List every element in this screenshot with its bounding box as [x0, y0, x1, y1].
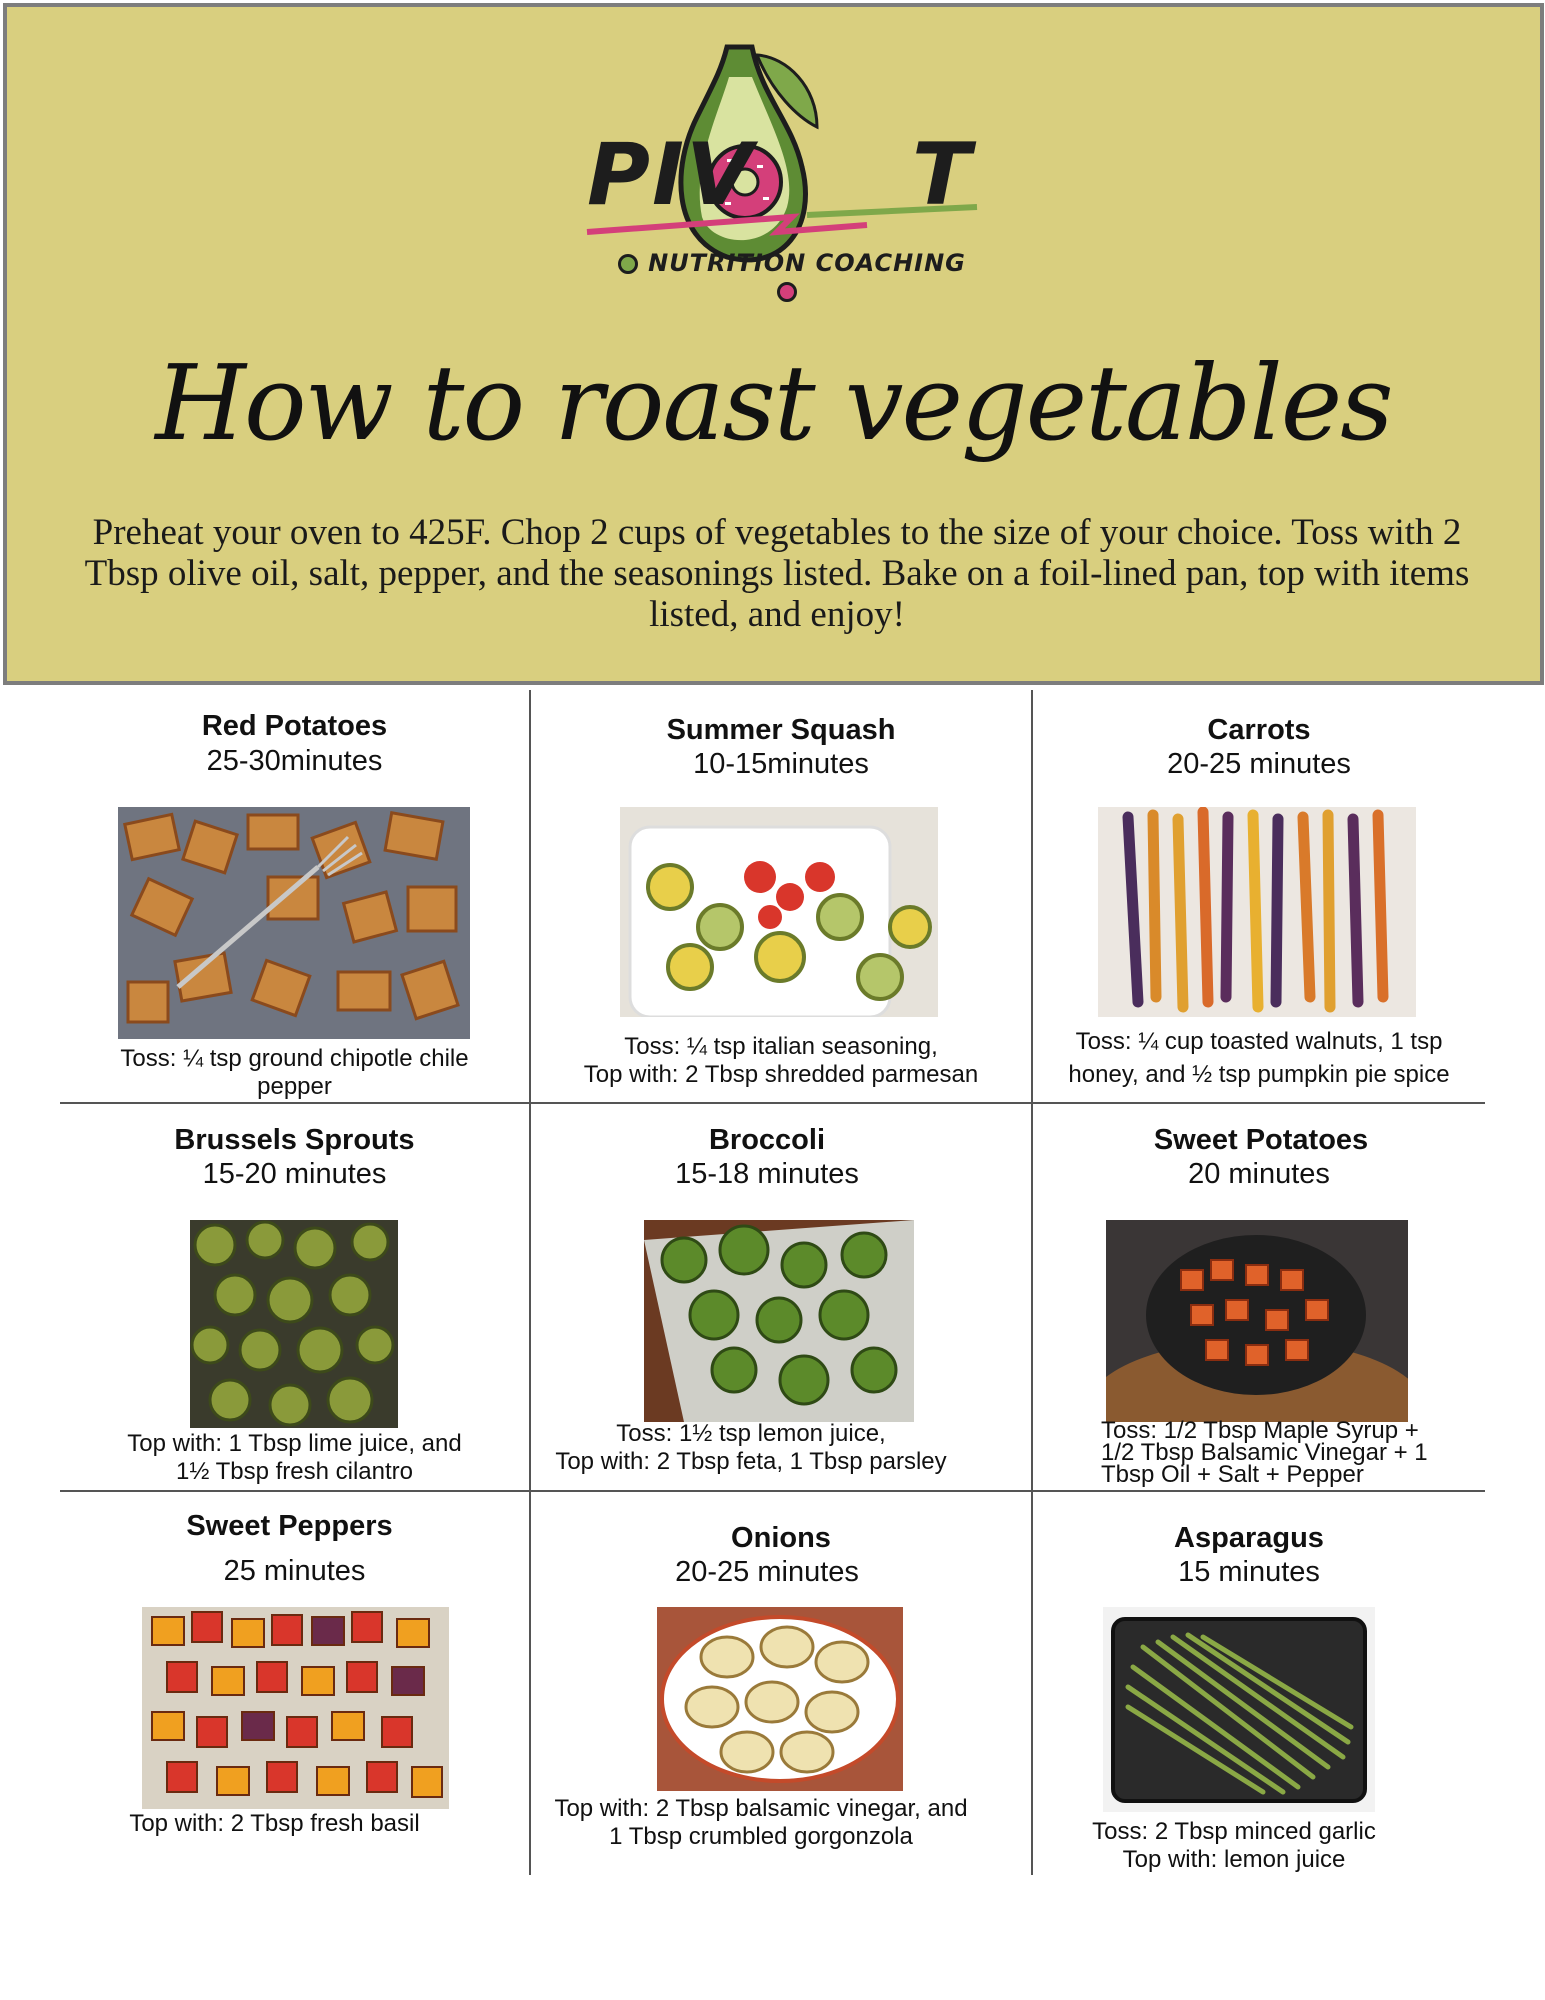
- veg-name: Broccoli: [708, 1124, 826, 1156]
- veg-time: 15-20 minutes: [202, 1158, 387, 1190]
- veg-note-line: Top with: 2 Tbsp balsamic vinegar, and: [554, 1795, 968, 1822]
- veg-note-line: Toss: ¼ tsp italian seasoning,: [624, 1033, 938, 1060]
- veg-name: Sweet Peppers: [186, 1510, 393, 1542]
- grid-divider: [60, 1490, 1485, 1492]
- veg-name: Red Potatoes: [201, 710, 388, 742]
- veg-name: Brussels Sprouts: [174, 1124, 415, 1156]
- veg-card-brussels-sprouts: [60, 1110, 529, 1488]
- grid-divider: [60, 1102, 1485, 1104]
- veg-note: [1101, 1417, 1501, 1488]
- veg-name: Carrots: [1207, 714, 1311, 746]
- veg-note: [60, 1045, 529, 1101]
- logo-tagline: [597, 249, 977, 305]
- veg-card-sweet-peppers: [60, 1500, 529, 1875]
- sweet-potatoes-photo: [1106, 1220, 1408, 1422]
- red-potatoes-photo: [118, 807, 470, 1039]
- page-title: How to roast vegetables: [155, 342, 1392, 464]
- veg-time: 10-15minutes: [693, 748, 869, 780]
- veg-time: 25-30minutes: [206, 745, 383, 777]
- veg-note: [60, 1430, 529, 1486]
- veg-note-line: Top with: 1 Tbsp lime juice, and: [127, 1430, 462, 1457]
- carrots-photo: [1098, 807, 1416, 1017]
- veg-note: [40, 1810, 509, 1838]
- veg-note: [1008, 1818, 1460, 1874]
- veg-time: 25 minutes: [223, 1555, 366, 1587]
- veg-name: Asparagus: [1174, 1522, 1324, 1554]
- veg-note-line: honey, and ½ tsp pumpkin pie spice: [1068, 1061, 1450, 1088]
- veg-time: 15 minutes: [1178, 1556, 1320, 1588]
- veg-time: 20 minutes: [1188, 1158, 1330, 1190]
- onions-photo: [657, 1607, 903, 1791]
- veg-note-line: 1/2 Tbsp Balsamic Vinegar + 1: [1101, 1439, 1428, 1466]
- summer-squash-photo: [620, 807, 938, 1017]
- tagline-text: NUTRITION COACHING: [648, 249, 966, 277]
- logo-word-left: PIV: [587, 125, 755, 225]
- veg-note-line: Tbsp Oil + Salt + Pepper: [1101, 1461, 1364, 1488]
- veg-card-asparagus: [1033, 1500, 1485, 1875]
- veg-note: [511, 1795, 1011, 1851]
- logo-word-right: T: [912, 125, 973, 225]
- veg-note-line: Toss: 1/2 Tbsp Maple Syrup +: [1101, 1417, 1419, 1444]
- veg-card-red-potatoes: [60, 700, 529, 1100]
- veg-name: Sweet Potatoes: [1153, 1124, 1369, 1156]
- veg-note-line: Toss: ¼ tsp ground chipotle chile: [120, 1045, 469, 1072]
- veg-card-onions: [531, 1500, 1031, 1875]
- veg-note-line: Top with: 2 Tbsp feta, 1 Tbsp parsley: [555, 1448, 947, 1475]
- veg-time: 20-25 minutes: [1167, 748, 1351, 780]
- brussels-sprouts-photo: [190, 1220, 398, 1428]
- veg-card-carrots: [1033, 700, 1485, 1100]
- asparagus-photo: [1103, 1607, 1375, 1812]
- veg-note-line: Top with: 2 Tbsp fresh basil: [129, 1810, 420, 1837]
- veg-note-line: Toss: 1½ tsp lemon juice,: [616, 1420, 886, 1447]
- veg-note-line: Toss: 2 Tbsp minced garlic: [1092, 1818, 1376, 1845]
- sweet-peppers-photo: [142, 1607, 449, 1809]
- veg-note: [1033, 1025, 1485, 1091]
- veg-note-line: Top with: 2 Tbsp shredded parmesan: [583, 1061, 979, 1088]
- veg-name: Onions: [731, 1522, 831, 1554]
- veg-time: 15-18 minutes: [675, 1158, 859, 1190]
- veg-card-sweet-potatoes: [1033, 1110, 1485, 1488]
- veg-note: [501, 1420, 1001, 1476]
- veg-note-line: Top with: lemon juice: [1122, 1846, 1346, 1873]
- header-banner: [3, 3, 1544, 685]
- veg-time: 20-25 minutes: [675, 1556, 859, 1588]
- broccoli-photo: [644, 1220, 914, 1422]
- veg-note-line: 1 Tbsp crumbled gorgonzola: [609, 1823, 913, 1850]
- green-dot-icon: [618, 254, 638, 274]
- intro-text: Preheat your oven to 425F. Chop 2 cups of vegetables to the size of your choice. Toss with 2 Tbsp olive oil, salt, pepper, and the seasonings listed. Bake on a foil-lined pan, top with items listed, and enjoy!: [84, 512, 1470, 635]
- veg-note-line: Toss: ¼ cup toasted walnuts, 1 tsp: [1075, 1028, 1443, 1055]
- veg-card-summer-squash: [531, 700, 1031, 1100]
- veg-note-line: 1½ Tbsp fresh cilantro: [175, 1458, 413, 1485]
- veg-name: Summer Squash: [666, 714, 896, 746]
- pink-dot-icon: [777, 282, 797, 302]
- veg-note: [531, 1033, 1031, 1089]
- veg-card-broccoli: [531, 1110, 1031, 1488]
- pivot-logo: [577, 37, 997, 297]
- veg-note-line: pepper: [257, 1073, 332, 1100]
